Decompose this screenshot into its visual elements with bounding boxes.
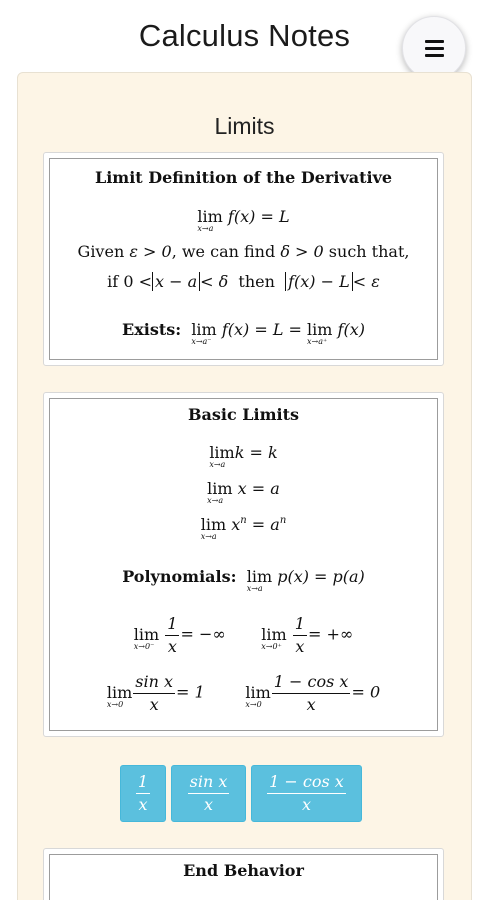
lim-subscript: x→0 — [245, 699, 262, 709]
then-text: then — [238, 272, 275, 291]
sinx-over-x-fraction: $\frac{\text{sin x}}{x}$ — [135, 672, 174, 714]
card-title: End Behavior — [183, 861, 304, 880]
reciprocal-button[interactable]: $\frac{1}{x}$ — [120, 765, 166, 822]
equals-l-equals: = L = — [254, 320, 302, 339]
app-title: Calculus Notes — [138, 18, 351, 53]
lim-subscript-right: x→a⁺ — [307, 337, 328, 346]
section-title: Limits — [214, 113, 275, 139]
lim-operator: lim — [200, 515, 227, 534]
end-behavior-card — [43, 848, 444, 900]
polynomials-label: Polynomials: — [122, 567, 237, 586]
given-statement — [50, 242, 437, 261]
such-that-text: such that, — [328, 242, 410, 261]
lim-operator: lim — [246, 567, 273, 586]
hamburger-menu-icon-bar — [425, 47, 444, 50]
polynomial-expression: p(x) = p(a) — [277, 567, 365, 586]
equals-l: = L — [260, 207, 290, 226]
card-title: Limit Definition of the Derivative — [94, 168, 393, 187]
limit-polynomial — [50, 567, 437, 593]
power-exponent: n — [279, 515, 287, 526]
lim-subscript: x→a — [246, 584, 263, 593]
find-text: , we can find — [171, 242, 276, 261]
lim-subscript: x→a — [197, 224, 214, 233]
card-frame — [49, 158, 438, 360]
lim-operator: lim — [197, 207, 223, 226]
hamburger-menu-icon — [425, 40, 444, 43]
lim-subscript-left: x→0⁻ — [133, 641, 155, 651]
limit-trig-row — [50, 673, 437, 713]
epsilon-condition: ε > 0 — [129, 242, 172, 261]
power-exponent: n — [240, 515, 247, 526]
power-base: x — [231, 515, 241, 534]
zero-less-than: 0 < — [123, 272, 152, 291]
lim-operator: lim — [133, 624, 160, 644]
if-text: if — [107, 272, 119, 291]
lim-operator: lim — [261, 624, 287, 644]
limit-definition-card — [43, 152, 444, 366]
function-fx: f(x) — [337, 320, 365, 339]
delta-condition: δ > 0 — [280, 242, 324, 261]
lim-operator: lim — [106, 682, 133, 702]
limit-constant — [50, 443, 437, 469]
reciprocal-fraction: $\frac{1}{x}$ — [167, 614, 178, 656]
basic-limits-card — [43, 392, 444, 737]
limit-identity — [50, 479, 437, 505]
function-fx: f(x) — [221, 320, 250, 339]
lim-operator: lim — [207, 479, 233, 498]
hamburger-menu-icon-bar — [425, 54, 444, 57]
abs-x-minus-a: x − a — [152, 272, 200, 291]
one-minus-cos-fraction: $\frac{\text{1 − cos x}}{x}$ — [273, 672, 349, 714]
one-minus-cos-button[interactable]: $\frac{\text{1 − cos x}}{x}$ — [251, 765, 362, 822]
less-than-delta: < δ — [200, 272, 229, 291]
menu-button[interactable] — [402, 16, 466, 80]
lim-subscript: x→0 — [106, 699, 124, 709]
lim-subscript-left: x→a⁻ — [191, 337, 212, 346]
lim-operator: lim — [245, 682, 271, 702]
power-result: = a — [251, 515, 280, 534]
limit-power — [50, 515, 437, 541]
card-frame — [49, 854, 438, 900]
lim-operator: lim — [307, 320, 333, 339]
exists-statement — [50, 320, 437, 346]
if-then-statement — [50, 272, 437, 291]
card-frame — [49, 398, 438, 731]
lim-subscript: x→a — [200, 532, 217, 541]
given-text: Given — [77, 242, 125, 261]
lim-subscript: x→a — [207, 496, 224, 505]
equals-one: = 1 — [176, 682, 205, 702]
negative-infinity: = −∞ — [180, 624, 226, 644]
abs-fx-minus-l: f(x) − L — [285, 272, 353, 291]
lim-operator: lim — [209, 443, 235, 462]
positive-infinity: = +∞ — [307, 624, 354, 644]
card-title: Basic Limits — [187, 405, 300, 424]
lim-subscript: x→a — [209, 460, 226, 469]
lim-operator: lim — [191, 320, 217, 339]
function-fx: f(x) — [227, 207, 256, 226]
equals-zero: = 0 — [351, 682, 381, 702]
reciprocal-fraction: $\frac{1}{x}$ — [294, 614, 305, 656]
lim-subscript-right: x→0⁺ — [261, 641, 282, 651]
identity-expression: x = a — [237, 479, 280, 498]
constant-expression: k = k — [234, 443, 278, 462]
less-than-epsilon: < ε — [352, 272, 380, 291]
limit-reciprocal-row — [50, 615, 437, 655]
limit-equation — [50, 207, 437, 233]
sinx-over-x-button[interactable]: $\frac{\text{sin x}}{x}$ — [171, 765, 246, 822]
top-bar — [0, 0, 489, 74]
exists-label: Exists: — [122, 320, 182, 339]
